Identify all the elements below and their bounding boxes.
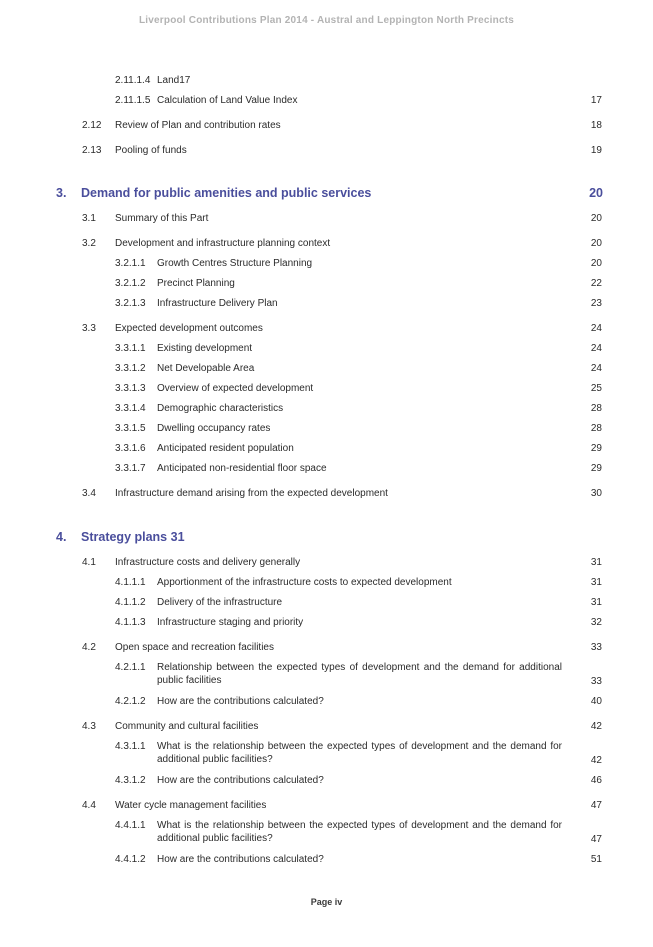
toc-entry-number: 2.11.1.4: [115, 75, 151, 86]
toc-entry-page: 51: [590, 854, 602, 865]
toc-entry-page: 46: [590, 775, 602, 786]
toc-entry-number: 3.3.1.4: [115, 403, 146, 414]
toc-entry-page: 47: [590, 834, 602, 845]
toc-entry-number: 3.2.1.2: [115, 278, 146, 289]
toc-entry-title: Anticipated non-residential floor space: [157, 463, 327, 474]
toc-entry-page: 42: [590, 755, 602, 766]
toc-entry-title: Open space and recreation facilities: [115, 642, 274, 653]
toc-entry-title: Relationship between the expected types of development and the demand for additional public facilities: [157, 662, 562, 686]
toc-entry-number: 4.1.1.2: [115, 597, 146, 608]
toc-entry-number: 4.2.1.2: [115, 696, 146, 707]
toc-entry-number: 4.3: [82, 721, 96, 732]
toc-entry-title: Review of Plan and contribution rates: [115, 120, 281, 131]
toc-entry-number: 4.: [56, 530, 67, 544]
toc-entry-page: 24: [590, 323, 602, 334]
toc-entry-title: Apportionment of the infrastructure costs to expected development: [157, 577, 452, 588]
toc-entry-title: Anticipated resident population: [157, 443, 294, 454]
toc-entry-page: 29: [590, 463, 602, 474]
toc-entry-page: 33: [590, 642, 602, 653]
toc-entry-title: Growth Centres Structure Planning: [157, 258, 313, 269]
toc-entry-number: 3.2.1.3: [115, 298, 146, 309]
toc-entry-page: 19: [590, 145, 602, 156]
toc-entry-title: Development and infrastructure planning context: [115, 238, 331, 249]
toc-entry-number: 3.3.1.7: [115, 463, 146, 474]
toc-entry-number: 2.12: [82, 120, 102, 131]
toc-entry-title: Infrastructure Delivery Plan: [157, 298, 278, 309]
toc-entry-page: 20: [590, 258, 602, 269]
toc-entry-number: 3.3: [82, 323, 96, 334]
toc-entry-title: Precinct Planning: [157, 278, 235, 289]
toc-entry-title: Infrastructure staging and priority: [157, 617, 304, 628]
toc-entry-page: 30: [590, 488, 602, 499]
toc-entry-title: Infrastructure costs and delivery generally: [115, 557, 301, 568]
toc-entry-title: Existing development: [157, 343, 253, 354]
toc-entry-title: Expected development outcomes: [115, 323, 263, 334]
toc-entry-title: How are the contributions calculated?: [157, 775, 324, 786]
toc-entry-title: What is the relationship between the expected types of development and the demand for additional public facilities?: [157, 741, 562, 765]
toc-entry-number: 2.13: [82, 145, 102, 156]
toc-entry-page: 24: [590, 363, 602, 374]
toc-entry-page: 24: [590, 343, 602, 354]
toc-entry-page: 40: [590, 696, 602, 707]
toc-entry-title: Overview of expected development: [157, 383, 314, 394]
toc-entry-number: 4.4: [82, 800, 96, 811]
toc-entry-page: 20: [589, 186, 603, 200]
toc-entry-number: 3.3.1.3: [115, 383, 146, 394]
toc-entry-page: 23: [590, 298, 602, 309]
toc-entry-title: Dwelling occupancy rates: [157, 423, 271, 434]
toc-entry-title: Community and cultural facilities: [115, 721, 259, 732]
toc-entry-number: 4.1.1.1: [115, 577, 146, 588]
toc-entry-page: 22: [590, 278, 602, 289]
toc-entry-page: 33: [590, 676, 602, 687]
toc-entry-number: 3.2: [82, 238, 96, 249]
toc-entry-number: 3.4: [82, 488, 96, 499]
toc-entry-page: 18: [590, 120, 602, 131]
toc-entry-number: 3.: [56, 186, 67, 200]
toc-entry-number: 4.2.1.1: [115, 662, 146, 673]
toc-entry-page: 32: [590, 617, 602, 628]
toc-entry-title: Summary of this Part: [115, 213, 209, 224]
toc-entry-title: Strategy plans 31: [81, 530, 185, 544]
toc-entry-page: 31: [590, 597, 602, 608]
toc-entry-number: 4.2: [82, 642, 96, 653]
toc-entry-number: 4.3.1.2: [115, 775, 146, 786]
toc-entry-number: 4.4.1.1: [115, 820, 146, 831]
toc-entry-page: 28: [590, 423, 602, 434]
toc-entry-page: 47: [590, 800, 602, 811]
toc-entry-number: 4.1: [82, 557, 96, 568]
toc-entry-title: Delivery of the infrastructure: [157, 597, 283, 608]
toc-entry-title: Water cycle management facilities: [115, 800, 267, 811]
toc-entry-title: How are the contributions calculated?: [157, 696, 324, 707]
toc-entry-title: Calculation of Land Value Index: [157, 95, 298, 106]
toc-entry-page: 25: [590, 383, 602, 394]
toc-entry-number: 3.3.1.5: [115, 423, 146, 434]
toc-entry-number: 4.4.1.2: [115, 854, 146, 865]
toc-entry-number: 4.1.1.3: [115, 617, 146, 628]
toc-entry-title: Demand for public amenities and public services: [81, 186, 372, 200]
toc-entry-title: Pooling of funds: [115, 145, 187, 156]
toc-entry-title: How are the contributions calculated?: [157, 854, 324, 865]
toc-entry-title: Net Developable Area: [157, 363, 255, 374]
toc-entry-number: 3.2.1.1: [115, 258, 146, 269]
toc-entry-page: 29: [590, 443, 602, 454]
toc-entry-number: 3.3.1.6: [115, 443, 146, 454]
toc-entry-page: 20: [590, 238, 602, 249]
page-number: Page iv: [310, 897, 343, 907]
toc-entry-number: 4.3.1.1: [115, 741, 146, 752]
toc-entry-page: 42: [590, 721, 602, 732]
toc-entry-page: 31: [590, 577, 602, 588]
toc-entry-title: What is the relationship between the expected types of development and the demand for additional public facilities?: [157, 820, 562, 844]
toc-entry-page: 17: [590, 95, 602, 106]
toc-entry-title: Demographic characteristics: [157, 403, 284, 414]
toc-entry-title: Land17: [157, 75, 191, 86]
toc-entry-page: 31: [590, 557, 602, 568]
toc-entry-title: Infrastructure demand arising from the expected development: [115, 488, 388, 499]
toc-entry-number: 3.3.1.2: [115, 363, 146, 374]
running-header: Liverpool Contributions Plan 2014 - Austral and Leppington North Precincts: [138, 15, 515, 26]
toc-entry-page: 20: [590, 213, 602, 224]
toc-entry-number: 3.1: [82, 213, 96, 224]
toc-entry-number: 3.3.1.1: [115, 343, 146, 354]
toc-entry-number: 2.11.1.5: [115, 95, 151, 106]
toc-entry-page: 28: [590, 403, 602, 414]
